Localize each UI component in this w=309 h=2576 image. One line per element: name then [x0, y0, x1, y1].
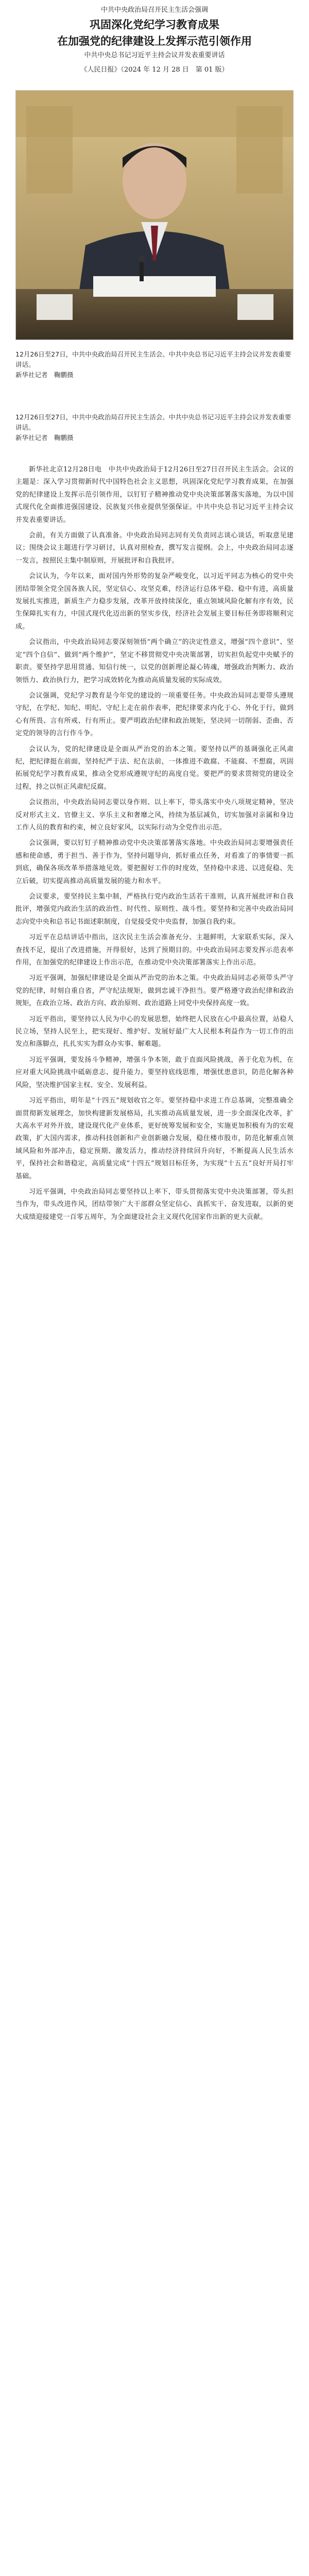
article-paragraph: 习近平指出，要坚持以人民为中心的发展思想，始终把人民放在心中最高位置，站稳人民立场，坚持人民至上，把实现好、维护好、发展好最广大人民根本利益作为一切工作的出发点和落脚点，扎扎实实为群众办实事、解难题。: [15, 1015, 294, 1048]
article-title-line-1: 巩固深化党纪学习教育成果: [90, 18, 219, 31]
article-paragraph: 习近平指出，明年是“十四五”规划收官之年。要坚持稳中求进工作总基调，完整准确全面贯彻新发展理念，加快构建新发展格局，扎实推动高质量发展，进一步全面深化改革，扩大高水平对外开放，建设现代化产业体系，更好统筹发展和安全，实施更加积极有为的宏观政策，扩大国内需求，推动科技创新和产业创新融合发展，稳住楼市股市，防范化解重点领域风险和外部冲击，稳定预期、激发活力，推动经济持续回升向好，不断提高人民生活水平，保持社会和谐稳定，高质量完成“十四五”规划目标任务，为实现“十五五”良好开局打牢基础。: [15, 1097, 294, 1180]
article-source: 《人民日报》（2024 年 12 月 28 日 第 01 版）: [80, 66, 229, 74]
photo-caption-1-credit: 新华社记者 鞠鹏摄: [15, 371, 74, 379]
article-subtitle: 中共中央总书记习近平主持会议并发表重要讲话: [84, 52, 225, 59]
article-paragraph: 会前，有关方面做了认真准备。中央政治局同志同有关负责同志谈心谈话，听取意见建议；围绕会议主题进行学习研讨，认真对照检查，撰写发言提纲。会上，中央政治局同志逐一发言，按照民主集中制原则，开展批评和自我批评。: [15, 532, 294, 565]
article-paragraph: 习近平强调，中央政治局同志要坚持以上率下，带头贯彻落实党中央决策部署，带头担当作为，带头改进作风，团结带领广大干部群众坚定信心、真抓实干、奋发进取，以新的更大成绩迎接建党一百零五周年，为全面建设社会主义现代化国家作出新的更大贡献。: [15, 1188, 294, 1221]
article-paragraph: 会议认为，党的纪律建设是全面从严治党的治本之策。要坚持以严的基调强化正风肃纪，把纪律挺在前面，坚持纪严于法、纪在法前，一体推进不敢腐、不能腐、不想腐，巩固拓展党纪学习教育成果，推动全党形成遵规守纪的高度自觉。要把严的要求贯彻党的建设全过程，持之以恒正风肃纪反腐。: [15, 745, 294, 791]
photo-caption-1: [15, 349, 294, 380]
photo-caption-2-text: 12月26日至27日，中共中央政治局召开民主生活会。中共中央总书记习近平主持会议并发表重要讲话。: [15, 413, 291, 431]
meeting-photo: [15, 90, 294, 340]
article-header: [0, 0, 309, 75]
meeting-photo-illustration: [16, 91, 293, 340]
article-kicker: 中共中央政治局召开民主生活会强调: [100, 6, 208, 14]
article-paragraph: 新华社北京12月28日电 中共中央政治局于12月26日至27日召开民主生活会。会议的主题是：深入学习贯彻新时代中国特色社会主义思想，巩固深化党纪学习教育成果，在加强党的纪律建设上发挥示范引领作用，以钉钉子精神推动党中央决策部署落实落地，为以中国式现代化全面推进强国建设、民族复兴伟业提供坚强保证。中共中央总书记习近平主持会议并发表重要讲话。: [15, 466, 294, 524]
article-paragraph: 习近平强调，要发扬斗争精神，增强斗争本领，敢于直面风险挑战，善于化危为机，在应对重大风险挑战中砥砺意志、提升能力。要坚持底线思维，增强忧患意识，防范化解各种风险，坚决维护国家主权、安全、发展利益。: [15, 1056, 294, 1089]
article-paragraph: 会议强调，党纪学习教育是今年党的建设的一项重要任务。中央政治局同志要带头遵规守纪，在学纪、知纪、明纪、守纪上走在前作表率，把纪律要求内化于心、外化于行，做到心有所畏、言有所戒、行有所止。要严明政治纪律和政治规矩，坚决同一切削弱、歪曲、否定党的领导的言行作斗争。: [15, 691, 294, 738]
article-paragraph: 会议指出，中央政治局同志要深刻领悟“两个确立”的决定性意义，增强“四个意识”、坚定“四个自信”、做到“两个维护”，坚定不移贯彻党中央决策部署，切实担负起党中央赋予的职责。要坚持学思用贯通、知信行统一，以党的创新理论凝心铸魂，增强政治判断力、政治领悟力、政治执行力，把学习成效转化为推动高质量发展的实际成效。: [15, 638, 294, 684]
article-paragraph: 会议认为，今年以来，面对国内外形势的复杂严峻变化，以习近平同志为核心的党中央团结带领全党全国各族人民，坚定信心、攻坚克难，经济运行总体平稳、稳中有进，高质量发展扎实推进，新质生产力稳步发展，改革开放持续深化，重点领域风险化解有序有效，民生保障扎实有力，中国式现代化迈出新的坚实步伐，经济社会发展主要目标任务即将顺利完成。: [15, 572, 294, 631]
article-paragraph: 会议指出，中央政治局同志要以身作则、以上率下，带头落实中央八项规定精神，坚决反对形式主义、官僚主义、享乐主义和奢靡之风，持续为基层减负，切实加强对亲属和身边工作人员的教育和约束，树立良好家风，以实际行动为全党作出示范。: [15, 799, 294, 832]
photo-caption-1-text: 12月26日至27日，中共中央政治局召开民主生活会。中共中央总书记习近平主持会议并发表重要讲话。: [15, 350, 291, 368]
article-paragraph: 习近平在总结讲话中指出，这次民主生活会准备充分、主题鲜明，大家联系实际，深入查找不足，提出了改进措施，开得很好，达到了预期目的。中央政治局同志要发挥示范表率作用，在加强党的纪律建设上作出示范，在推动党中央决策部署落实上作出示范。: [15, 934, 294, 967]
article-paragraph: 会议强调，要以钉钉子精神推动党中央决策部署落实落地。中央政治局同志要增强责任感和使命感，勇于担当、善于作为，坚持问题导向，抓好重点任务，对看准了的事情要一抓到底，确保各项改革举措落地见效。要把握好工作的时度效，坚持稳中求进、以进促稳、先立后破，切实提高推动高质量发展的能力和水平。: [15, 839, 294, 885]
photo-caption-2: [15, 412, 294, 443]
article-body: [15, 464, 294, 1227]
article-paragraph: 习近平强调，加强纪律建设是全面从严治党的治本之策。中央政治局同志必须带头严守党的纪律，时刻自重自省，严守纪法规矩，做到忠诚干净担当。要严格遵守政治纪律和政治规矩，在政治立场、政治方向、政治原则、政治道路上同党中央保持高度一致。: [15, 974, 294, 1008]
photo-caption-2-credit: 新华社记者 鞠鹏摄: [15, 434, 74, 442]
article-title-line-2: 在加强党的纪律建设上发挥示范引领作用: [57, 35, 252, 47]
article-paragraph: 会议要求，要坚持民主集中制，严格执行党内政治生活若干准则，认真开展批评和自我批评，增强党内政治生活的政治性、时代性、原则性、战斗性。要坚持和完善中央政治局同志向党中央和总书记书面述职制度，自觉接受党中央监督，加强自我约束。: [15, 893, 294, 926]
